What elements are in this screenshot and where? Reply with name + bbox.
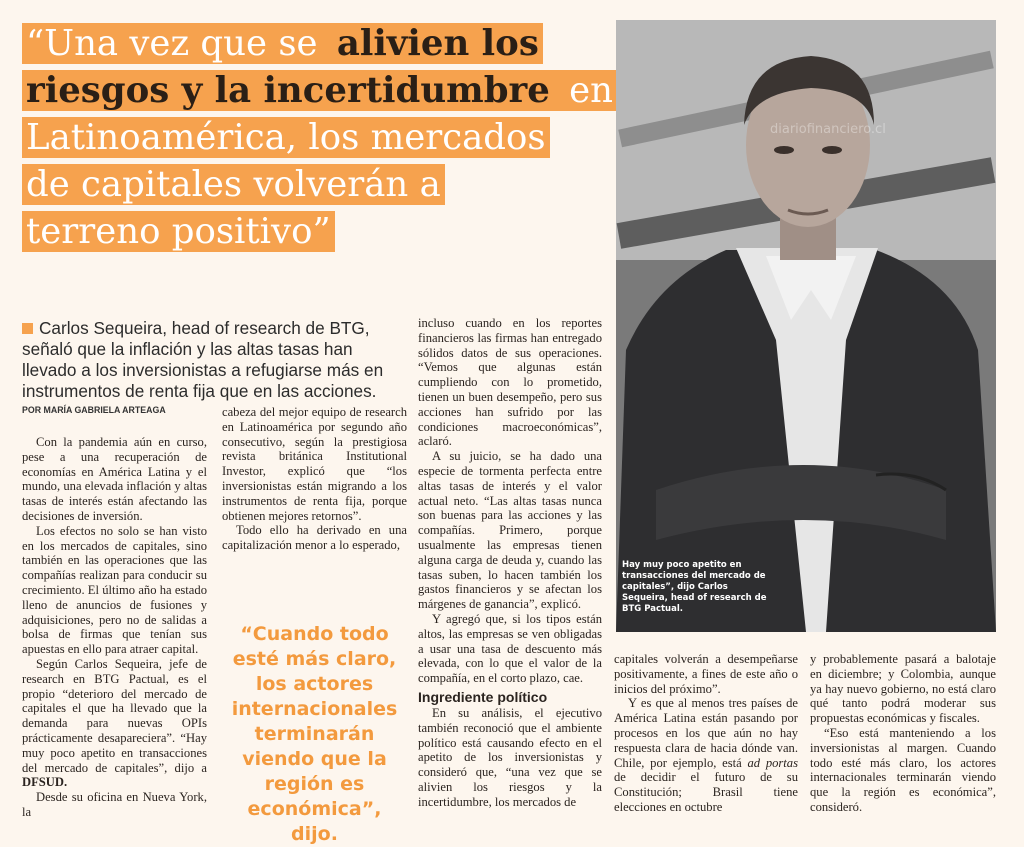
col4-p2-text: Y es que al menos tres países de América Latina están pasando por procesos en los que aún no hay respuesta clara de hacia dónde van. Chile, por ejemplo, está: [614, 696, 798, 770]
col3-paragraph: incluso cuando en los reportes financieros las firmas han entregado sólidos datos de sus operaciones. “Vemos que algunas están cumpliendo con lo prometido, tienen un buen desempeño, pero sus acciones han sufrido por las condiciones macroeconómicas”, aclaró.: [418, 316, 602, 449]
headline-line2-a: riesgos y la incertidumbre: [22, 70, 554, 111]
column-2: [222, 405, 407, 553]
pull-quote: “Cuando todo esté más claro, los actores internacionales terminarán viendo que la región es económica”, dijo.: [231, 623, 398, 845]
portrait-photo: [616, 20, 996, 632]
col2-paragraph: cabeza del mejor equipo de research en Latinoamérica por segundo año consecutivo, según la prestigiosa revista británica Institutional Investor, explicó que “los inversionistas están migrando a los instrumentos de renta fija, porque obtienen mejores retornos”.: [222, 405, 407, 523]
headline-line5: terreno positivo”: [22, 211, 335, 252]
headline-line3: Latinoamérica, los mercados: [22, 117, 550, 158]
headline-line1-b: alivien los: [333, 23, 543, 64]
col1-p3-text: Según Carlos Sequeira, jefe de research en BTG Pactual, es el propio “deterioro del mercado de capitales el que ha llevado que la demanda para nuevas OPIs prácticamente desapareciera”. “Hay muy poco apetito en transacciones del mercado de capitales”, dijo a: [22, 656, 207, 775]
column-5: [810, 652, 996, 815]
col5-paragraph: y probablemente pasará a balotaje en diciembre; y Colombia, aunque ya hay nuevo gobierno, no está claro qué tanto podrá moderar sus propuestas económicas y fiscales.: [810, 652, 996, 726]
col1-paragraph: Los efectos no solo se han visto en los mercados de capitales, sino también en las operaciones que las compañías realizan para conducir su crecimiento. El último año ha estado lleno de anuncios de fusiones y adquisiciones, pero no de salidas a bolsa de firmas que tenían sus apuestas en ello para atraer capital.: [22, 523, 207, 657]
col3-paragraph: En su análisis, el ejecutivo también reconoció que el ambiente político está causando efecto en el apetito de los inversionistas y consideró que, “una vez que se alivien los riesgos y la incertidumbre, los mercados de: [418, 705, 602, 809]
col4-paragraph: capitales volverán a desempeñarse positivamente, a fines de este año o inicios del próximo”.: [614, 652, 798, 696]
col4-paragraph: [614, 696, 798, 814]
headline-line2-b: en: [554, 70, 617, 111]
col2-paragraph: Todo ello ha derivado en una capitalización menor a lo esperado,: [222, 523, 407, 553]
byline: POR MARÍA GABRIELA ARTEAGA: [22, 405, 166, 415]
column-3: [418, 316, 602, 810]
headline-line4: de capitales volverán a: [22, 164, 445, 205]
col4-p2-italic: ad portas: [747, 755, 799, 770]
column-1: [22, 435, 207, 820]
deck-text: Carlos Sequeira, head of research de BTG, señaló que la inflación y las altas tasas han llevado a los inversionistas a refugiarse más en instrumentos de renta fija que en las acciones.: [22, 318, 384, 401]
deck-summary: [22, 318, 410, 402]
col5-paragraph: “Eso está manteniendo a los inversionistas al margen. Cuando todo esté más claro, los actores internacionales terminarán viendo que la región es económica”, consideró.: [810, 725, 996, 814]
col1-paragraph: [22, 657, 207, 790]
orange-square-icon: [22, 323, 33, 334]
col1-paragraph: Desde su oficina en Nueva York, la: [22, 790, 207, 819]
headline-line1-a: “Una vez que se: [22, 23, 333, 64]
col3-paragraph: Y agregó que, si los tipos están altos, las empresas se ven obligadas a usar una tasa de descuento más elevada, con lo que el valor de la compañía, en el corto plazo, cae.: [418, 611, 602, 686]
col1-p3-bold: DFSUD.: [22, 775, 68, 790]
column-4: [614, 652, 798, 815]
col3-paragraph: A su juicio, se ha dado una especie de tormenta perfecta entre altas tasas de interés y el valor actual neto. “Las altas tasas nunca son buenas para las acciones y las compañías. Primero, porque usualmente las empresas tienen alguna carga de deuda y, cuando las tasas suben, lo hacen también los gastos financieros y se afectan los márgenes de ganancia”, explicó.: [418, 449, 602, 612]
portrait-illustration: [616, 20, 996, 632]
photo-caption: Hay muy poco apetito en transacciones del mercado de capitales”, dijo Carlos Sequeira, head of research de BTG Pactual.: [622, 560, 767, 614]
watermark: diariofinanciero.cl: [770, 122, 886, 137]
col1-paragraph: Con la pandemia aún en curso, pese a una recuperación de economías en América Latina y el mundo, una elevada inflación y altas tasas de interés están afectando las decisiones de inversión.: [22, 435, 207, 523]
subhead: Ingrediente político: [418, 688, 548, 705]
headline: [22, 20, 614, 255]
col4-p2-end: de decidir el futuro de su Constitución; Brasil tiene elecciones en octubre: [614, 770, 798, 814]
